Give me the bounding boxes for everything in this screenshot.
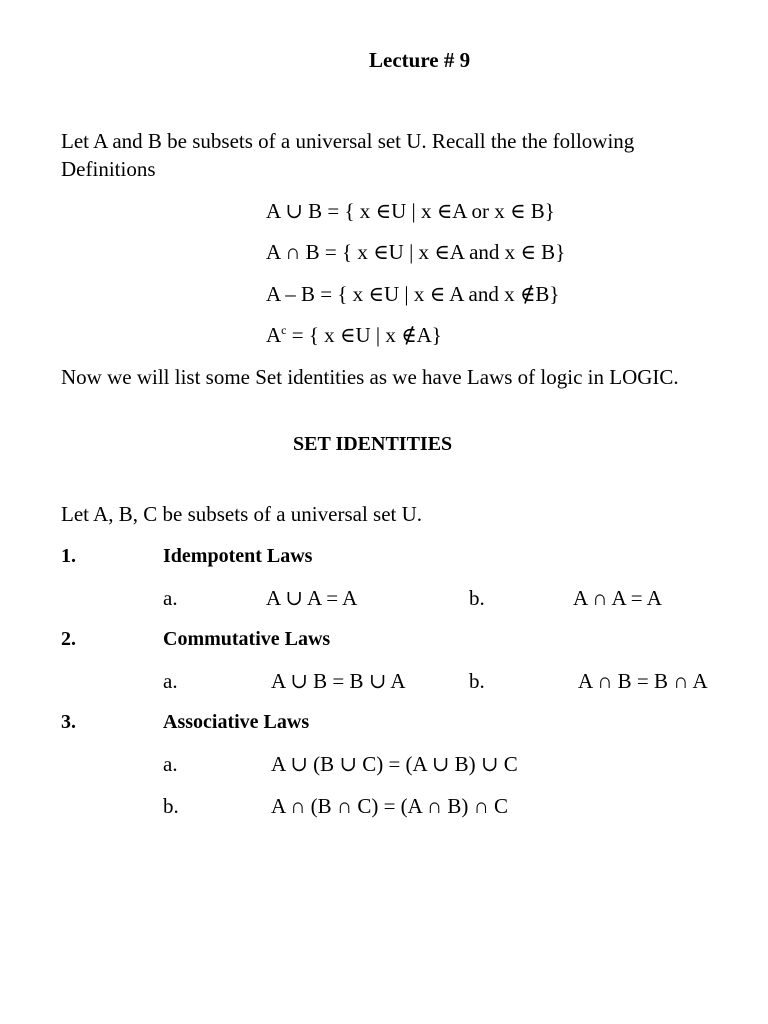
transition-text: Now we will list some Set identities as we have Laws of logic in LOGIC. — [61, 365, 679, 389]
intro-line-2: Definitions — [61, 157, 156, 181]
law-name-1: Idempotent Laws — [163, 545, 313, 567]
complement-rest: = { x ∈U | x ∉A} — [286, 323, 442, 347]
law-1-item-b-label: b. — [469, 586, 485, 610]
law-2-item-a-formula: A ∪ B = B ∪ A — [271, 669, 406, 693]
law-name-2: Commutative Laws — [163, 628, 331, 650]
definition-union: A ∪ B = { x ∈U | x ∈A or x ∈ B} — [266, 199, 555, 223]
law-2-item-b-label: b. — [469, 669, 485, 693]
intro-line-1: Let A and B be subsets of a universal set U. Recall the the following — [61, 129, 635, 153]
complement-base: A — [266, 323, 282, 347]
law-3-item-a-label: a. — [163, 752, 178, 776]
law-number-3: 3. — [61, 711, 76, 733]
complement-superscript: c — [281, 323, 287, 337]
law-name-3: Associative Laws — [163, 711, 310, 733]
law-number-1: 1. — [61, 545, 76, 567]
law-3-item-b-label: b. — [163, 794, 179, 818]
law-number-2: 2. — [61, 628, 76, 650]
section-title: SET IDENTITIES — [293, 433, 453, 455]
definition-intersection: A ∩ B = { x ∈U | x ∈A and x ∈ B} — [266, 240, 566, 264]
definition-difference: A – B = { x ∈U | x ∈ A and x ∉B} — [266, 282, 560, 306]
page-title: Lecture # 9 — [369, 48, 471, 72]
definition-complement — [266, 325, 442, 346]
law-3-item-a-formula: A ∪ (B ∪ C) = (A ∪ B) ∪ C — [271, 752, 518, 776]
law-1-item-b-formula: A ∩ A = A — [573, 586, 662, 610]
law-1-item-a-formula: A ∪ A = A — [266, 586, 358, 610]
law-2-item-b-formula: A ∩ B = B ∩ A — [578, 669, 708, 693]
section-intro: Let A, B, C be subsets of a universal set U. — [61, 502, 423, 526]
law-1-item-a-label: a. — [163, 586, 178, 610]
law-2-item-a-label: a. — [163, 669, 178, 693]
law-3-item-b-formula: A ∩ (B ∩ C) = (A ∩ B) ∩ C — [271, 794, 509, 818]
